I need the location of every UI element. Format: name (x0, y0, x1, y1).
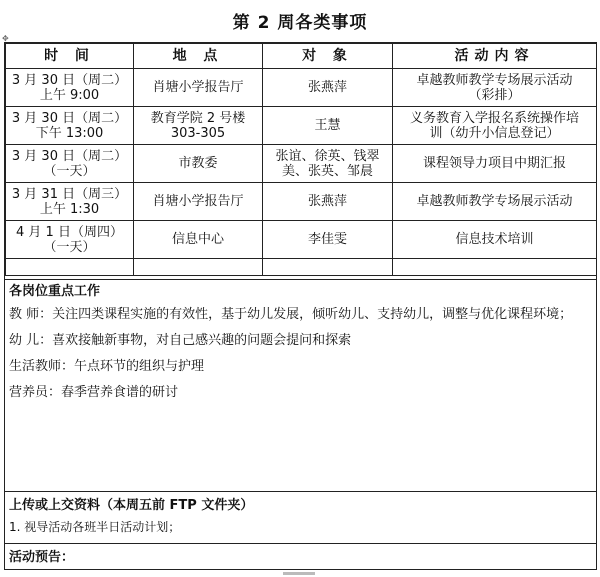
document-table (4, 42, 597, 570)
time-cell[interactable]: 3 月 30 日（周二） 下午 13:00 (6, 107, 134, 145)
header-content: 活动内容 (393, 44, 597, 69)
place-cell[interactable]: 市教委 (134, 145, 263, 183)
time-cell[interactable]: 3 月 30 日（周二） 上午 9:00 (6, 69, 134, 107)
time-cell[interactable]: 3 月 30 日（周二） （一天） (6, 145, 134, 183)
table-row (6, 221, 597, 259)
empty-cell[interactable] (6, 259, 134, 276)
focus-section[interactable] (5, 279, 596, 491)
place-cell[interactable]: 肖塘小学报告厅 (134, 69, 263, 107)
header-place: 地 点 (134, 44, 263, 69)
schedule-table (5, 43, 597, 276)
content-cell[interactable]: 卓越教师教学专场展示活动 （彩排） (393, 69, 597, 107)
page-title: 第 2 周各类事项 (232, 13, 368, 33)
focus-item-nutritionist: 营养员：春季营养食谱的研讨 (9, 385, 179, 400)
upload-item: 1. 视导活动各班半日活动计划； (9, 520, 181, 534)
table-header-row (6, 44, 597, 69)
table-row-empty (6, 259, 597, 276)
content-cell[interactable]: 信息技术培训 (393, 221, 597, 259)
header-target: 对 象 (263, 44, 393, 69)
content-cell[interactable]: 义务教育入学报名系统操作培 训（幼升小信息登记） (393, 107, 597, 145)
empty-cell[interactable] (134, 259, 263, 276)
empty-cell[interactable] (263, 259, 393, 276)
time-cell[interactable]: 4 月 1 日（周四） （一天） (6, 221, 134, 259)
table-row (6, 69, 597, 107)
target-cell[interactable]: 张燕萍 (263, 69, 393, 107)
time-cell[interactable]: 3 月 31 日（周三） 上午 1:30 (6, 183, 134, 221)
content-cell[interactable]: 卓越教师教学专场展示活动 (393, 183, 597, 221)
upload-section[interactable] (5, 491, 596, 543)
header-time: 时 间 (6, 44, 134, 69)
place-cell[interactable]: 信息中心 (134, 221, 263, 259)
table-move-handle-icon[interactable]: ✥ (2, 34, 9, 43)
focus-item-child: 幼 儿：喜欢接触新事物，对自己感兴趣的问题会提问和探索 (9, 333, 352, 348)
target-cell[interactable]: 王慧 (263, 107, 393, 145)
table-row (6, 183, 597, 221)
focus-item-life-teacher: 生活教师：午点环节的组织与护理 (9, 359, 205, 374)
page-bottom-marker (283, 572, 315, 575)
preview-section[interactable] (5, 543, 596, 570)
empty-cell[interactable] (393, 259, 597, 276)
target-cell[interactable]: 李佳雯 (263, 221, 393, 259)
table-row (6, 107, 597, 145)
place-cell[interactable]: 肖塘小学报告厅 (134, 183, 263, 221)
target-cell[interactable]: 张燕萍 (263, 183, 393, 221)
focus-title: 各岗位重点工作 (9, 284, 101, 299)
content-cell[interactable]: 课程领导力项目中期汇报 (393, 145, 597, 183)
upload-title: 上传或上交资料（本周五前 FTP 文件夹） (9, 498, 254, 513)
focus-item-teacher: 教 师：关注四类课程实施的有效性，基于幼儿发展，倾听幼儿、支持幼儿，调整与优化课程环境； (9, 307, 573, 322)
table-row (6, 145, 597, 183)
place-cell[interactable]: 教育学院 2 号楼 303-305 (134, 107, 263, 145)
preview-title: 活动预告： (9, 550, 75, 565)
target-cell[interactable]: 张谊、徐英、钱翠 美、张英、邹晨 (263, 145, 393, 183)
